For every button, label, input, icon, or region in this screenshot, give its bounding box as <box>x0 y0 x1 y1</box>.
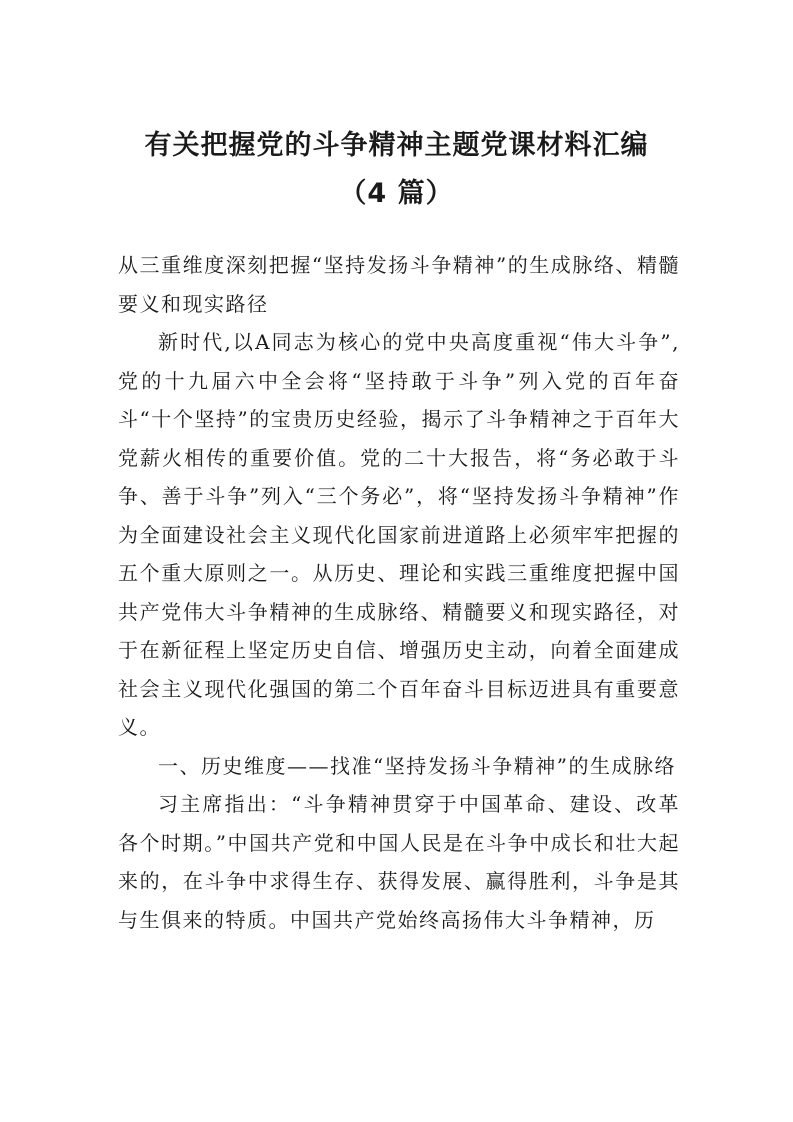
document-body <box>118 246 680 939</box>
document-subtitle-count: （4 篇） <box>339 178 454 209</box>
section-heading: 从三重维度深刻把握“坚持发扬斗争精神”的生成脉络、精髓要义和现实路径 <box>118 253 680 316</box>
section-heading: 一、历史维度——找准“坚持发扬斗争精神”的生成脉络 <box>158 753 676 778</box>
body-paragraph: 习主席指出：“斗争精神贯穿于中国革命、建设、改革各个时期。”中国共产党和中国人民是在斗争中成长和壮大起来的，在斗争中求得生存、获得发展、赢得胜利，斗争是其与生俱来的特质。中国共产党始终高扬伟大斗争精神，历 <box>118 792 680 932</box>
body-paragraph: 新时代,以A同志为核心的党中央高度重视“伟大斗争”,党的十九届六中全会将“坚持敢于斗争”列入党的百年奋斗“十个坚持”的宝贵历史经验，揭示了斗争精神之于百年大党薪火相传的重要价值。党的二十大报告，将“务必敢于斗争、善于斗争”列入“三个务必”，将“坚持发扬斗争精神”作为全面建设社会主义现代化国家前进道路上必须牢牢把握的五个重大原则之一。从历史、理论和实践三重维度把握中国共产党伟大斗争精神的生成脉络、精髓要义和现实路径，对于在新征程上坚定历史自信、增强历史主动，向着全面建成社会主义现代化强国的第二个百年奋斗目标迈进具有重要意义。 <box>118 330 680 739</box>
document-title: 有关把握党的斗争精神主题党课材料汇编 <box>144 130 649 161</box>
